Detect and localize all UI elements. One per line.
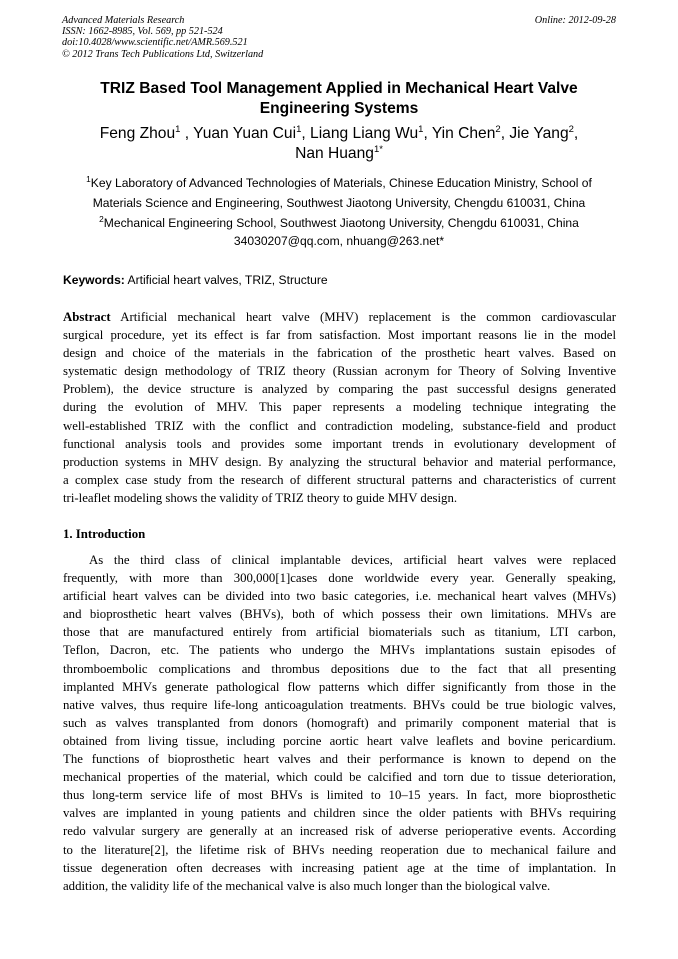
abstract-line <box>63 308 616 326</box>
body-line: and bioprosthetic heart valves (BHVs), both of which possess their own limitations. MHVs are <box>63 607 616 622</box>
abstract-label: Abstract <box>63 310 111 324</box>
section-heading-introduction: 1. Introduction <box>63 527 146 541</box>
abstract-line: functional analysis tools and provides some important trends in evolutionary development of <box>63 436 616 451</box>
abstract-line: systematic design methodology of TRIZ theory (Russian acronym for Theory of Solving Inventive <box>63 364 616 379</box>
body-line: frequently, with more than 300,000[1]cases done worldwide every year. Generally speaking, <box>63 571 616 586</box>
author-affil-mark: 1 <box>296 124 302 135</box>
author-list <box>62 124 616 164</box>
keywords-label: Keywords: <box>63 273 125 287</box>
author-affil-mark: 1 <box>418 124 424 135</box>
author-name: Liang Liang Wu <box>310 125 419 142</box>
body-line: native valves, thus require life-long anticoagulation treatments. BHVs could be true biologic valves, <box>63 697 616 712</box>
author-separator: , <box>500 125 510 142</box>
paper-title-line-2: Engineering Systems <box>259 100 419 117</box>
body-line: thromboembolic complications and thrombus depositions due to the fact that all presenting <box>63 661 616 676</box>
body-line: redo valvular surgery are generally at an increased risk of adverse perioperative events. According <box>63 824 616 839</box>
author-separator: , <box>573 125 579 142</box>
introduction-body <box>63 551 616 895</box>
body-line: such as valves transplanted from donors (homograft) and primarily component material that is <box>63 715 616 730</box>
online-date: Online: 2012-09-28 <box>534 15 616 26</box>
affil-text: Mechanical Engineering School, Southwest Jiaotong University, Chengdu 610031, China <box>103 216 579 230</box>
author-separator: , <box>180 125 194 142</box>
body-line: Teflon, Dacron, etc. The patients who undergo the MHVs implantations sustain episodes of <box>63 643 616 658</box>
author-affil-mark: 1* <box>373 144 383 155</box>
body-line: The functions of bioprosthetic heart valves and their performance is known to depend on the <box>63 752 616 767</box>
author-name: Nan Huang <box>295 145 374 162</box>
affiliations <box>62 173 616 233</box>
author-name: Jie Yang <box>509 125 569 142</box>
journal-copyright: © 2012 Trans Tech Publications Ltd, Switzerland <box>62 48 264 60</box>
contact-emails: 34030207@qq.com, nhuang@263.net* <box>233 234 445 248</box>
affil-text: Key Laboratory of Advanced Technologies of Materials, Chinese Education Ministry, School of <box>90 176 592 190</box>
body-line: thus long-term service life of most BHVs is limited to 10–15 years. In fact, more bioprosthetic <box>63 788 616 803</box>
affiliation-1-line-1 <box>62 173 616 193</box>
body-line: to the literature[2], the lifetime risk of BHVs needing reoperation due to mechanical failure and <box>63 842 616 857</box>
author-line-2 <box>62 144 616 164</box>
affiliation-2 <box>62 213 616 233</box>
abstract-line: production systems in MHV design. By analyzing the structural behavior and material performance, <box>63 454 616 469</box>
keywords-text: Artificial heart valves, TRIZ, Structure <box>127 273 328 287</box>
author-line-1 <box>62 124 616 144</box>
author-separator: , <box>423 125 432 142</box>
body-line: artificial heart valves can be divided into two basic categories, i.e. mechanical heart valves (MHVs) <box>63 589 616 604</box>
journal-header <box>62 15 616 60</box>
abstract-line: a complex case study from the research of different structural patterns and characteristics of current <box>63 472 616 487</box>
author-name: Yin Chen <box>431 125 496 142</box>
abstract-line: tri-leaflet modeling shows the validity of TRIZ theory to guide MHV design. <box>63 490 458 505</box>
author-name: Feng Zhou <box>99 125 176 142</box>
author-name: Yuan Yuan Cui <box>193 125 297 142</box>
journal-doi: doi:10.4028/www.scientific.net/AMR.569.521 <box>62 37 248 49</box>
paper-title <box>62 79 616 119</box>
affil-mark: 1 <box>86 174 91 184</box>
author-separator: , <box>301 125 311 142</box>
paper-title-line-1: TRIZ Based Tool Management Applied in Mechanical Heart Valve <box>100 80 578 97</box>
journal-issn: ISSN: 1662-8985, Vol. 569, pp 521-524 <box>62 26 223 38</box>
body-line: addition, the validity life of the mechanical valve is also much longer than the biological valve. <box>63 878 551 893</box>
abstract-line: surgical procedure, yet its effect is far from satisfaction. Most important reasons lie in the model <box>63 328 616 343</box>
body-line: mechanical properties of the material, which could be calcified and torn due to tissue deterioration, <box>63 770 616 785</box>
body-line: implanted MHVs generate pathological flow patterns which differ significantly from those in the <box>63 679 616 694</box>
body-line: those that are manufactured entirely from artificial biomaterials such as titanium, LTI carbon, <box>63 625 616 640</box>
body-line: obtained from living tissue, including porcine aortic heart valve leaflets and bovine pericardium. <box>63 733 616 748</box>
author-affil-mark: 2 <box>495 124 501 135</box>
abstract-line: Problem), the device structure is analyzed by comparing the past successful designs generated <box>63 382 616 397</box>
abstract-line: during the evolution of MHV. This paper represents a modeling technique integrating the <box>63 400 616 415</box>
affiliation-1-line-2: Materials Science and Engineering, Southwest Jiaotong University, Chengdu 610031, China <box>92 196 586 210</box>
abstract-line-text: Artificial mechanical heart valve (MHV) replacement is the common cardiovascular <box>110 310 616 324</box>
abstract-line: design and choice of the materials in the fabrication of the prosthetic heart valves. Based on <box>63 346 616 361</box>
author-affil-mark: 2 <box>568 124 574 135</box>
body-line: As the third class of clinical implantable devices, artificial heart valves were replaced <box>89 553 616 567</box>
body-line: tissue degeneration often decreases with increasing patient age at the time of implantation. In <box>63 860 616 875</box>
abstract <box>63 308 616 507</box>
body-line: valves are implanted in young patients and children since the older patients with BHVs requiring <box>63 806 616 821</box>
abstract-line: well-established TRIZ with the conflict and contradiction modeling, substance-field and product <box>63 418 616 433</box>
author-affil-mark: 1 <box>175 124 181 135</box>
journal-name: Advanced Materials Research <box>62 15 185 26</box>
affil-mark: 2 <box>99 214 104 224</box>
keywords <box>63 272 617 288</box>
